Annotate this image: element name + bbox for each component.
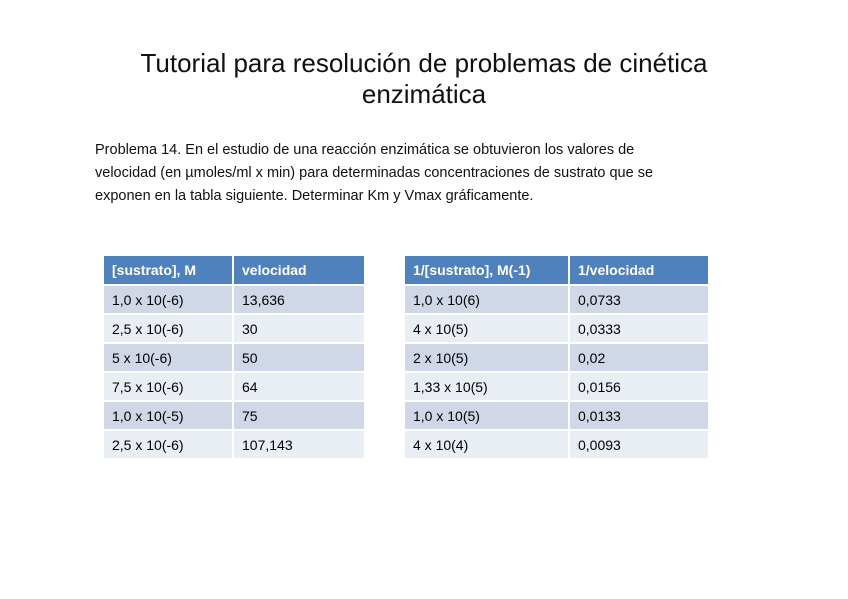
table-cell: 75 bbox=[234, 402, 364, 431]
table-row bbox=[104, 344, 364, 373]
table-cell: 1,0 x 10(6) bbox=[405, 286, 570, 315]
table-cell: 0,0333 bbox=[570, 315, 708, 344]
problem-line-3: exponen en la tabla siguiente. Determinar Km y Vmax gráficamente. bbox=[95, 188, 534, 204]
column-header-velocity: velocidad bbox=[234, 256, 364, 286]
table-cell: 30 bbox=[234, 315, 364, 344]
table-header-row bbox=[405, 256, 708, 286]
problem-line-1: Problema 14. En el estudio de una reacción enzimática se obtuvieron los valores de bbox=[95, 142, 635, 158]
table-cell: 4 x 10(5) bbox=[405, 315, 570, 344]
page-title bbox=[100, 48, 748, 110]
table-row bbox=[405, 344, 708, 373]
table-cell: 2 x 10(5) bbox=[405, 344, 570, 373]
table-cell: 0,02 bbox=[570, 344, 708, 373]
table-cell: 1,33 x 10(5) bbox=[405, 373, 570, 402]
table-cell: 0,0733 bbox=[570, 286, 708, 315]
table-cell: 13,636 bbox=[234, 286, 364, 315]
table-cell: 1,0 x 10(-5) bbox=[104, 402, 234, 431]
table-cell: 4 x 10(4) bbox=[405, 431, 570, 460]
table-row bbox=[405, 431, 708, 460]
table-header-row bbox=[104, 256, 364, 286]
table-cell: 0,0156 bbox=[570, 373, 708, 402]
title-line-2: enzimática bbox=[361, 79, 487, 109]
problem-line-2: velocidad (en µmoles/ml x min) para determinadas concentraciones de sustrato que se bbox=[95, 165, 654, 181]
column-header-inverse-velocity: 1/velocidad bbox=[570, 256, 708, 286]
table-row bbox=[405, 286, 708, 315]
table-cell: 0,0133 bbox=[570, 402, 708, 431]
table-cell: 2,5 x 10(-6) bbox=[104, 431, 234, 460]
table-cell: 0,0093 bbox=[570, 431, 708, 460]
table-cell: 1,0 x 10(-6) bbox=[104, 286, 234, 315]
reciprocal-values-table bbox=[405, 256, 708, 460]
table-cell: 50 bbox=[234, 344, 364, 373]
table-cell: 5 x 10(-6) bbox=[104, 344, 234, 373]
table-cell: 2,5 x 10(-6) bbox=[104, 315, 234, 344]
table-row bbox=[104, 373, 364, 402]
table-row bbox=[104, 402, 364, 431]
table-row bbox=[104, 431, 364, 460]
problem-statement bbox=[95, 139, 760, 208]
table-row bbox=[104, 286, 364, 315]
table-cell: 64 bbox=[234, 373, 364, 402]
table-row bbox=[405, 315, 708, 344]
table-cell: 107,143 bbox=[234, 431, 364, 460]
column-header-inverse-substrate: 1/[sustrato], M(-1) bbox=[405, 256, 570, 286]
table-cell: 1,0 x 10(5) bbox=[405, 402, 570, 431]
table-row bbox=[405, 402, 708, 431]
title-line-1: Tutorial para resolución de problemas de cinética bbox=[140, 48, 708, 78]
table-row bbox=[405, 373, 708, 402]
column-header-substrate: [sustrato], M bbox=[104, 256, 234, 286]
table-row bbox=[104, 315, 364, 344]
substrate-velocity-table bbox=[104, 256, 364, 460]
table-cell: 7,5 x 10(-6) bbox=[104, 373, 234, 402]
